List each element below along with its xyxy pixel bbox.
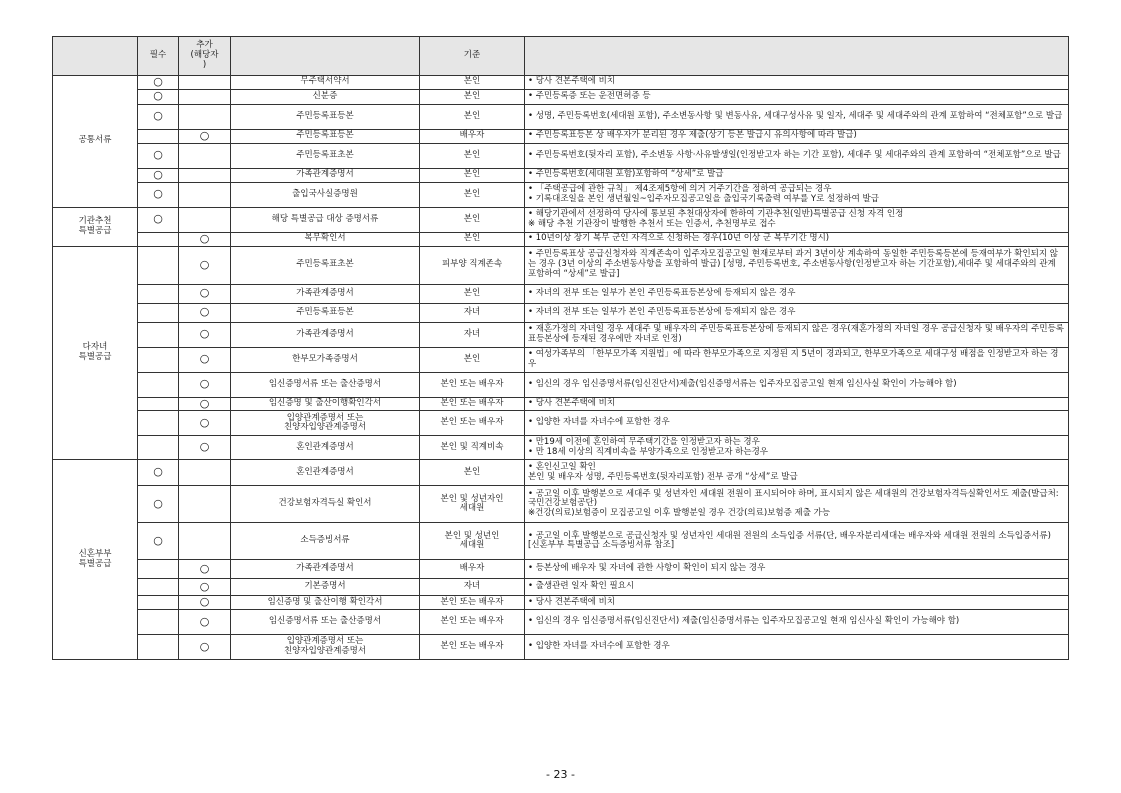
page-number: - 23 - (546, 768, 575, 781)
required-mark: ○ (138, 486, 179, 523)
additional-mark: ○ (179, 560, 231, 579)
table-row (53, 284, 1069, 303)
table-row (53, 129, 1069, 143)
description-cell: • 「주택공급에 관한 규칙」 제4조제5항에 의거 거주기간을 정하여 공급되는 경우 • 기록대조일을 본인 생년월일~입주자모집공고일을 출입국기록출력 여부를 Y로 설정하여 발급 (525, 182, 1069, 207)
required-mark: ○ (138, 104, 179, 129)
table-row (53, 596, 1069, 610)
document-name: 가족관계증명서 (231, 322, 420, 347)
table-row (53, 436, 1069, 460)
criteria-cell: 본인 또는 배우자 (420, 634, 525, 659)
required-mark (138, 129, 179, 143)
required-mark (138, 634, 179, 659)
criteria-cell: 본인 (420, 76, 525, 90)
additional-mark: ○ (179, 284, 231, 303)
document-name: 출입국사실증명원 (231, 182, 420, 207)
document-name: 가족관계증명서 (231, 168, 420, 182)
table-row (53, 104, 1069, 129)
description-cell: • 당사 견본주택에 비치 (525, 596, 1069, 610)
document-name: 가족관계증명서 (231, 560, 420, 579)
required-mark (138, 596, 179, 610)
table-header-row (53, 37, 1069, 76)
description-cell: • 성명, 주민등록번호(세대원 포함), 주소변동사항 및 변동사유, 세대구성사유 및 일자, 세대주 및 세대주와의 관계 포함하여 “전체포함”으로 발급 (525, 104, 1069, 129)
table-body (53, 76, 1069, 660)
additional-mark: ○ (179, 232, 231, 246)
table-row (53, 143, 1069, 168)
criteria-cell: 본인 (420, 284, 525, 303)
document-name: 소득증빙서류 (231, 523, 420, 560)
header-document (231, 37, 420, 76)
table-row (53, 560, 1069, 579)
document-name: 혼인관계증명서 (231, 436, 420, 460)
table-row (53, 460, 1069, 486)
table-row (53, 246, 1069, 284)
description-cell: • 임신의 경우 임신증명서류(임신진단서) 제출(임신증명서류는 입주자모집공고일 현재 임신사실 확인이 가능해야 함) (525, 609, 1069, 634)
additional-mark: ○ (179, 579, 231, 596)
criteria-cell: 본인 (420, 232, 525, 246)
criteria-cell: 본인 또는 배우자 (420, 411, 525, 436)
description-cell: • 주민등록증 또는 운전면허증 등 (525, 89, 1069, 104)
header-criteria: 기준 (420, 37, 525, 76)
criteria-cell: 본인 및 성년인 세대원 (420, 523, 525, 560)
additional-mark: ○ (179, 322, 231, 347)
document-name: 해당 특별공급 대상 증명서류 (231, 207, 420, 232)
table-row (53, 89, 1069, 104)
additional-mark: ○ (179, 347, 231, 372)
document-name: 기본증명서 (231, 579, 420, 596)
additional-mark (179, 104, 231, 129)
description-cell: • 자녀의 전부 또는 일부가 본인 주민등록표등본상에 등재되지 않은 경우 (525, 303, 1069, 322)
document-name: 한부모가족증명서 (231, 347, 420, 372)
document-name: 가족관계증명서 (231, 284, 420, 303)
additional-mark: ○ (179, 634, 231, 659)
table-row (53, 609, 1069, 634)
description-cell: • 10년이상 장기 복무 군인 자격으로 신청하는 경우(10년 이상 군 복무기간 명시) (525, 232, 1069, 246)
required-mark (138, 232, 179, 246)
description-cell: • 출생관련 일자 확인 필요시 (525, 579, 1069, 596)
table-row (53, 207, 1069, 232)
table-row (53, 303, 1069, 322)
criteria-cell: 배우자 (420, 129, 525, 143)
table-row (53, 232, 1069, 246)
table-row (53, 523, 1069, 560)
description-cell: • 주민등록번호(뒷자리 포함), 주소변동 사항·사유발생일(인정받고자 하는 기간 포함), 세대주 및 세대주와의 관계 포함하여 “전체포함”으로 발급 (525, 143, 1069, 168)
document-name: 무주택서약서 (231, 76, 420, 90)
additional-mark (179, 486, 231, 523)
description-cell: • 주민등록표상 공급신청자와 직계존속이 입주자모집공고일 현재로부터 과거 3년이상 계속하여 동일한 주민등록등본에 등재여부가 확인되지 않는 경우 (3년 이상의 주소변동사항을 포함하여 발급) [성명, 주민등록번호, 주소변동사항(인정받고자 하는 기간포함),세대주 및 세대주와의 관계 포함하여 “상세”로 발급] (525, 246, 1069, 284)
table-row (53, 579, 1069, 596)
description-cell: • 공고일 이후 발행분으로 세대주 및 성년자인 세대원 전원이 표시되어야 하며, 표시되지 않은 세대원의 건강보험자격득실확인서도 제출(발급처:국민건강보험공단) ※건강(의료)보험증이 모집공고일 이후 발행분일 경우 건강(의료)보험증 제출 가능 (525, 486, 1069, 523)
criteria-cell: 본인 또는 배우자 (420, 609, 525, 634)
description-cell: • 임신의 경우 임신증명서류(임신진단서)제출(임신증명서류는 입주자모집공고일 현재 임신사실 확인이 가능해야 함) (525, 372, 1069, 397)
description-cell: • 당사 견본주택에 비치 (525, 76, 1069, 90)
description-cell: • 공고일 이후 발행분으로 공급신청자 및 성년자인 세대원 전원의 소득입증 서류(단, 배우자분리세대는 배우자와 세대원 전원의 소득입증서류) [신혼부부 특별공급 소득증빙서류 참조] (525, 523, 1069, 560)
required-mark: ○ (138, 143, 179, 168)
document-name: 임신증명서류 또는 출산증명서 (231, 372, 420, 397)
description-cell: • 자녀의 전부 또는 일부가 본인 주민등록표등본상에 등재되지 않은 경우 (525, 284, 1069, 303)
documents-table (52, 36, 1069, 660)
category-cell: 기관추천 특별공급 (53, 207, 138, 246)
criteria-cell: 본인 (420, 89, 525, 104)
table-row (53, 634, 1069, 659)
additional-mark (179, 460, 231, 486)
additional-mark (179, 523, 231, 560)
document-name: 신분증 (231, 89, 420, 104)
document-name: 주민등록표등본 (231, 303, 420, 322)
table-row (53, 322, 1069, 347)
additional-mark (179, 89, 231, 104)
criteria-cell: 자녀 (420, 579, 525, 596)
table-row (53, 411, 1069, 436)
additional-mark (179, 207, 231, 232)
table-row (53, 372, 1069, 397)
description-cell: • 재혼가정의 자녀일 경우 세대주 및 배우자의 주민등록표등본상에 등재되지 않은 경우(재혼가정의 자녀일 경우 공급신청자 및 배우자의 주민등록표등본상에 등재된 경우에만 자녀로 인정) (525, 322, 1069, 347)
description-cell: • 입양한 자녀를 자녀수에 포함한 경우 (525, 634, 1069, 659)
criteria-cell: 본인 또는 배우자 (420, 596, 525, 610)
description-cell: • 입양한 자녀를 자녀수에 포함한 경우 (525, 411, 1069, 436)
required-mark: ○ (138, 182, 179, 207)
required-mark: ○ (138, 207, 179, 232)
header-description (525, 37, 1069, 76)
additional-mark (179, 143, 231, 168)
additional-mark: ○ (179, 436, 231, 460)
table-row (53, 168, 1069, 182)
additional-mark: ○ (179, 303, 231, 322)
criteria-cell: 본인 및 직계비속 (420, 436, 525, 460)
criteria-cell: 본인 (420, 143, 525, 168)
criteria-cell: 자녀 (420, 322, 525, 347)
required-mark (138, 246, 179, 284)
table-row (53, 76, 1069, 90)
criteria-cell: 본인 또는 배우자 (420, 397, 525, 411)
description-cell: • 만19세 이전에 혼인하여 무주택기간을 인정받고자 하는 경우 • 만 18세 이상의 직계비속을 부양가족으로 인정받고자 하는경우 (525, 436, 1069, 460)
required-mark (138, 372, 179, 397)
required-mark: ○ (138, 523, 179, 560)
required-mark (138, 411, 179, 436)
required-mark: ○ (138, 168, 179, 182)
category-cell: 다자녀 특별공급 (53, 246, 138, 460)
header-additional: 추가 (해당자 ) (179, 37, 231, 76)
required-mark (138, 579, 179, 596)
required-mark (138, 609, 179, 634)
header-required: 필수 (138, 37, 179, 76)
required-mark (138, 303, 179, 322)
required-mark (138, 436, 179, 460)
required-mark (138, 322, 179, 347)
description-cell: • 여성가족부의 「한부모가족 지원법」에 따라 한부모가족으로 지정된 지 5년이 경과되고, 한부모가족으로 세대구성 배점을 인정받고자 하는 경우 (525, 347, 1069, 372)
additional-mark (179, 76, 231, 90)
table-row (53, 486, 1069, 523)
additional-mark (179, 182, 231, 207)
additional-mark: ○ (179, 609, 231, 634)
criteria-cell: 본인 또는 배우자 (420, 372, 525, 397)
criteria-cell: 본인 (420, 168, 525, 182)
description-cell: • 해당기관에서 선정하여 당사에 통보된 추천대상자에 한하여 기관추천(일반)특별공급 신청 자격 인정 ※ 해당 추천 기관장이 발행한 추천서 또는 인증서, 추천명부로 접수 (525, 207, 1069, 232)
document-name: 임신증명서류 또는 출산증명서 (231, 609, 420, 634)
criteria-cell: 본인 (420, 460, 525, 486)
criteria-cell: 본인 (420, 207, 525, 232)
required-mark: ○ (138, 76, 179, 90)
document-name: 건강보험자격득실 확인서 (231, 486, 420, 523)
table-row (53, 347, 1069, 372)
document-name: 임신증명 및 출산이행확인각서 (231, 397, 420, 411)
required-mark (138, 560, 179, 579)
table-row (53, 397, 1069, 411)
table-row (53, 182, 1069, 207)
criteria-cell: 자녀 (420, 303, 525, 322)
required-mark (138, 397, 179, 411)
additional-mark: ○ (179, 129, 231, 143)
header-category (53, 37, 138, 76)
category-cell: 신혼부부 특별공급 (53, 460, 138, 660)
required-mark (138, 284, 179, 303)
description-cell: • 주민등록번호(세대원 포함)포함하여 “상세”로 발급 (525, 168, 1069, 182)
document-name: 주민등록표등본 (231, 129, 420, 143)
additional-mark: ○ (179, 411, 231, 436)
criteria-cell: 본인 및 성년자인 세대원 (420, 486, 525, 523)
criteria-cell: 피부양 직계존속 (420, 246, 525, 284)
criteria-cell: 배우자 (420, 560, 525, 579)
document-name: 혼인관계증명서 (231, 460, 420, 486)
document-name: 입양관계증명서 또는 친양자입양관계증명서 (231, 411, 420, 436)
criteria-cell: 본인 (420, 182, 525, 207)
description-cell: • 주민등록표등본 상 배우자가 분리된 경우 제출(상기 등본 발급시 유의사항에 따라 발급) (525, 129, 1069, 143)
additional-mark: ○ (179, 246, 231, 284)
description-cell: • 당사 견본주택에 비치 (525, 397, 1069, 411)
document-name: 복무확인서 (231, 232, 420, 246)
additional-mark: ○ (179, 372, 231, 397)
criteria-cell: 본인 (420, 104, 525, 129)
additional-mark (179, 168, 231, 182)
document-name: 주민등록표등본 (231, 104, 420, 129)
description-cell: • 혼인신고일 확인 본인 및 배우자 성명, 주민등록번호(뒷자리포함) 전부 공개 “상세”로 발급 (525, 460, 1069, 486)
additional-mark: ○ (179, 596, 231, 610)
document-name: 입양관계증명서 또는 친양자입양관계증명서 (231, 634, 420, 659)
required-mark (138, 347, 179, 372)
category-cell: 공통서류 (53, 76, 138, 208)
criteria-cell: 본인 (420, 347, 525, 372)
additional-mark: ○ (179, 397, 231, 411)
document-name: 주민등록표초본 (231, 246, 420, 284)
required-mark: ○ (138, 89, 179, 104)
document-name: 주민등록표초본 (231, 143, 420, 168)
description-cell: • 등본상에 배우자 및 자녀에 관한 사항이 확인이 되지 않는 경우 (525, 560, 1069, 579)
document-name: 임신증명 및 출산이행 확인각서 (231, 596, 420, 610)
required-mark: ○ (138, 460, 179, 486)
